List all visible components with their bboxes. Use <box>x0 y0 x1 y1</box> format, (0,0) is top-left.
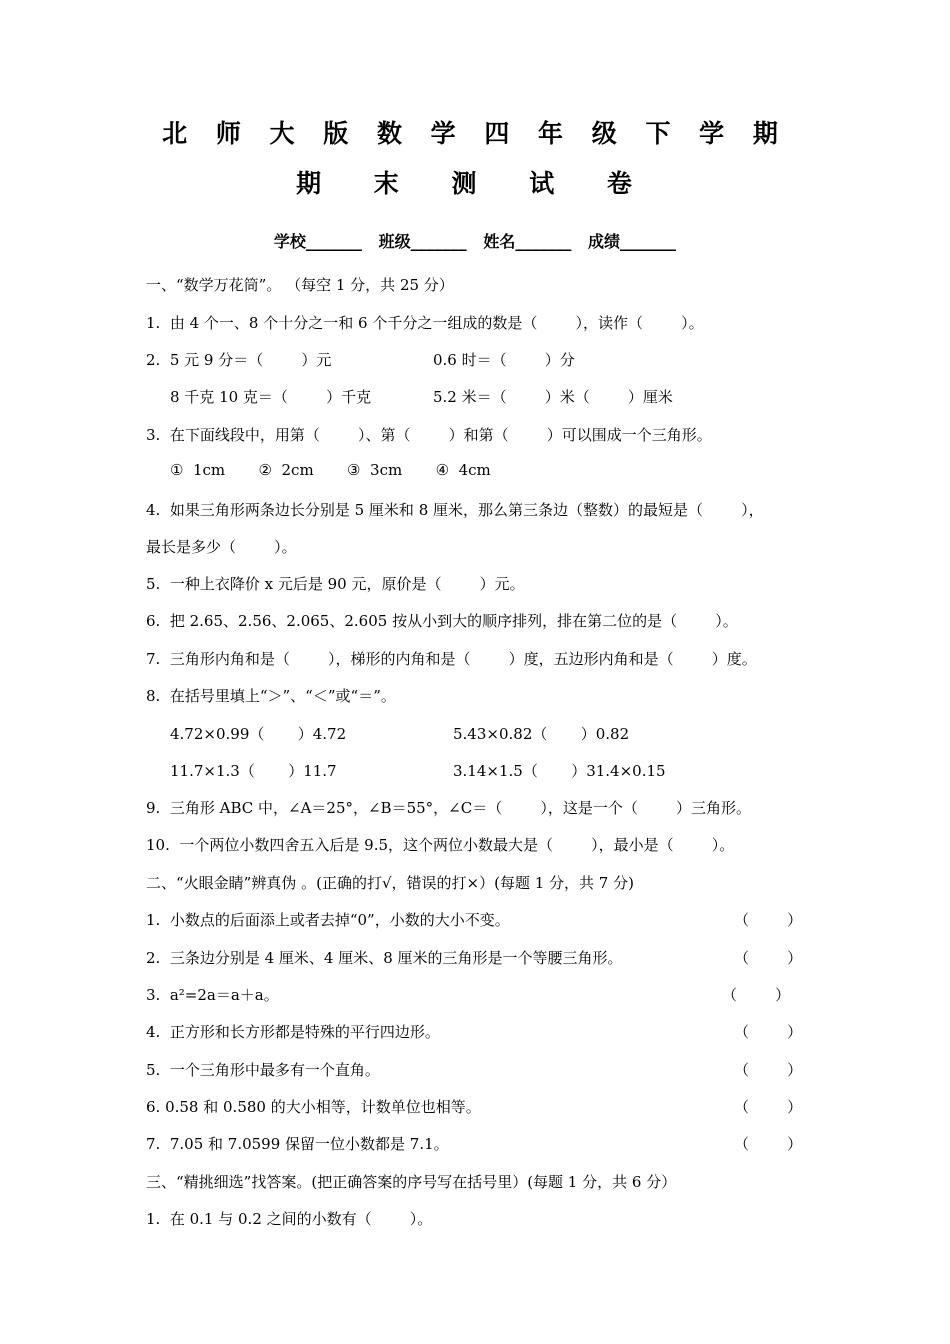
section-3-heading: 三、“精挑细选”找答案。(把正确答案的序号写在括号里）(每题 1 分，共 6 分） <box>146 1173 677 1191</box>
answer-parens: （ ） <box>734 1023 803 1041</box>
question-1-2b: 0.6 时＝（ ）分 <box>433 351 575 369</box>
question-1-8c: 11.7×1.3（ ）11.7 <box>170 762 337 780</box>
question-1-8: 8. 在括号里填上“＞”、“＜”或“＝”。 <box>146 687 396 705</box>
answer-parens: （ ） <box>734 1061 803 1079</box>
question-1-8b: 5.43×0.82（ ）0.82 <box>453 725 630 743</box>
exam-title: 北 师 大 版 数 学 四 年 级 下 学 期 <box>162 119 788 148</box>
answer-parens: （ ） <box>734 1135 803 1153</box>
answer-parens: （ ） <box>734 1098 803 1116</box>
judge-item-6: 6. 0.58 和 0.580 的大小相等，计数单位也相等。 <box>146 1098 481 1116</box>
question-1-1: 1. 由 4 个一、8 个十分之一和 6 个千分之一组成的数是（ ），读作（ ）。 <box>146 314 704 332</box>
judge-item-3: 3. a²=2a＝a＋a。 <box>146 986 279 1004</box>
answer-parens: （ ） <box>722 986 791 1004</box>
judge-item-4: 4. 正方形和长方形都是特殊的平行四边形。 <box>146 1023 440 1041</box>
question-1-2c: 8 千克 10 克＝（ ）千克 <box>170 388 372 406</box>
question-1-3: 3. 在下面线段中，用第（ ）、第（ ）和第（ ）可以围成一个三角形。 <box>146 426 712 444</box>
question-1-9: 9. 三角形 ABC 中，∠A＝25°，∠B＝55°，∠C＝（ ），这是一个（ ）三角形。 <box>146 799 751 817</box>
question-1-10: 10. 一个两位小数四舍五入后是 9.5，这个两位小数最大是（ ），最小是（ ）。 <box>146 836 735 854</box>
question-1-8a: 4.72×0.99（ ）4.72 <box>170 725 347 743</box>
question-1-4b: 最长是多少（ ）。 <box>146 538 297 556</box>
judge-item-2: 2. 三条边分别是 4 厘米、4 厘米、8 厘米的三角形是一个等腰三角形。 <box>146 949 623 967</box>
section-2-heading: 二、“火眼金睛”辨真伪 。(正确的打√，错误的打×）(每题 1 分，共 7 分) <box>146 874 634 892</box>
question-1-2d: 5.2 米＝（ ）米（ ）厘米 <box>433 388 673 406</box>
question-1-3-options: ① 1cm ② 2cm ③ 3cm ④ 4cm <box>170 461 491 479</box>
judge-item-5: 5. 一个三角形中最多有一个直角。 <box>146 1061 380 1079</box>
answer-parens: （ ） <box>734 949 803 967</box>
question-1-6: 6. 把 2.65、2.56、2.065、2.605 按从小到大的顺序排列，排在第二位的是（ ）。 <box>146 612 738 630</box>
section-1-heading: 一、“数学万花筒”。 （每空 1 分，共 25 分） <box>146 276 454 294</box>
choice-question-1: 1. 在 0.1 与 0.2 之间的小数有（ ）。 <box>146 1210 433 1228</box>
answer-parens: （ ） <box>734 911 803 929</box>
judge-item-7: 7. 7.05 和 7.0599 保留一位小数都是 7.1。 <box>146 1135 449 1153</box>
student-info-line: 学校_______ 班级_______ 姓名_______ 成绩_______ <box>273 232 677 251</box>
question-1-5: 5. 一种上衣降价 x 元后是 90 元，原价是（ ）元。 <box>146 575 525 593</box>
question-1-8d: 3.14×1.5（ ）31.4×0.15 <box>453 762 666 780</box>
question-1-7: 7. 三角形内角和是（ ），梯形的内角和是（ ）度，五边形内角和是（ ）度。 <box>146 650 757 668</box>
question-1-4a: 4. 如果三角形两条边长分别是 5 厘米和 8 厘米，那么第三条边（整数）的最短是（ ）， <box>146 501 764 519</box>
question-1-2a: 2. 5 元 9 分＝（ ）元 <box>146 351 332 369</box>
exam-subtitle: 期 末 测 试 卷 <box>296 169 654 198</box>
judge-item-1: 1. 小数点的后面添上或者去掉“0”，小数的大小不变。 <box>146 911 510 929</box>
